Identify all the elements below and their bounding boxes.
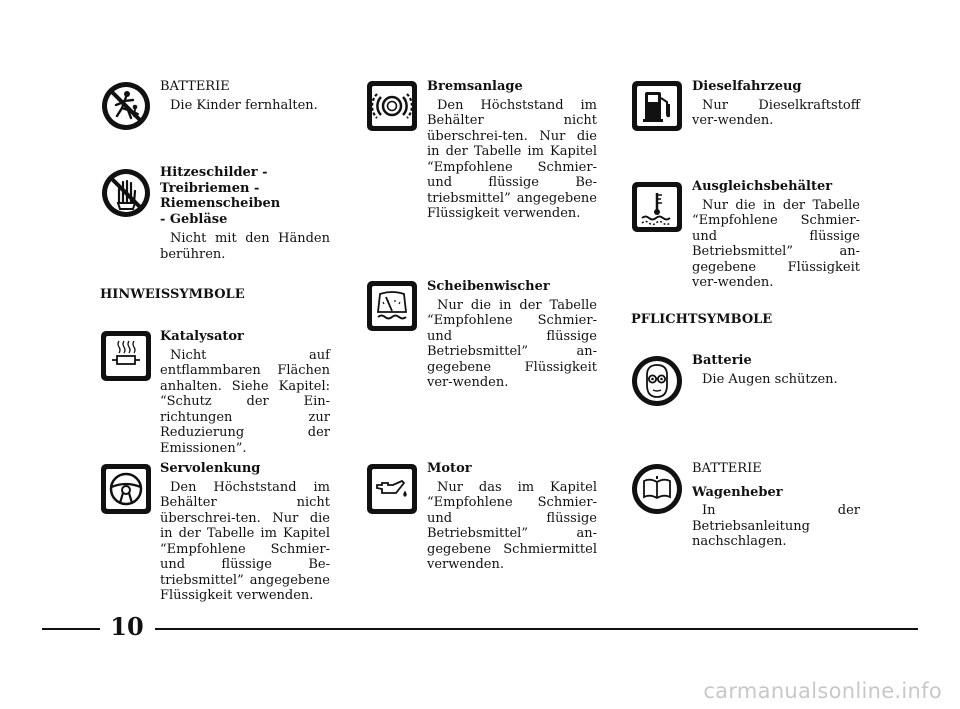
no-hands-icon	[100, 167, 152, 219]
oil-can-icon	[366, 463, 418, 515]
fuel-pump-icon	[631, 80, 683, 132]
entry-body: Nicht mit den Händen berühren.	[160, 231, 330, 262]
brake-icon	[366, 80, 418, 132]
catalytic-converter-icon	[100, 330, 152, 382]
entry-body: Nur Dieselkraftstoff ver-wenden.	[692, 97, 860, 128]
entry-subtitle: Wagenheber	[692, 484, 783, 500]
page-number: 10	[110, 612, 144, 641]
entry-title: Dieselfahrzeug	[692, 79, 802, 94]
entry-title: Batterie	[692, 353, 752, 368]
entry-body: Die Kinder fernhalten.	[170, 97, 318, 113]
entry-body: Nur die in der Tabelle “Empfohlene Schmier- und flüssige Betriebsmittel” an-gegebene Flüssigkeit ver-wenden.	[692, 197, 860, 290]
manual-book-icon	[631, 463, 683, 515]
entry-title: Servolenkung	[160, 461, 261, 476]
washer-fluid-icon	[366, 280, 418, 332]
entry-body: Nur das im Kapitel “Empfohlene Schmier- und flüssige Betriebsmittel” an-gegebene Schmiermittel verwenden.	[427, 479, 597, 572]
entry-title: Ausgleichsbehälter	[692, 179, 833, 194]
entry-title: Bremsanlage	[427, 79, 523, 94]
keep-children-away-icon	[100, 80, 152, 132]
entry-title: Scheibenwischer	[427, 279, 550, 294]
footer-rule-left	[42, 628, 100, 630]
entry-body: Den Höchststand im Behälter nicht überschrei-ten. Nur die in der Tabelle im Kapitel “Empfohlene Schmier- und flüssige Be-triebsmittel” angegebene Flüssigkeit verwenden.	[427, 97, 597, 221]
eye-protection-icon	[631, 355, 683, 407]
entry-title: Motor	[427, 461, 472, 476]
section-heading-mandatory-symbols: PFLICHTSYMBOLE	[631, 312, 773, 327]
footer-rule-right	[155, 628, 918, 630]
entry-body: Den Höchststand im Behälter nicht überschrei-ten. Nur die in der Tabelle im Kapitel “Empfohlene Schmier- und flüssige Be-triebsmittel” angegebene Flüssigkeit verwenden.	[160, 479, 330, 603]
entry-body: In der Betriebsanleitung nachschlagen.	[692, 503, 860, 549]
entry-title: BATTERIE	[692, 461, 762, 476]
entry-body: Die Augen schützen.	[702, 371, 838, 387]
section-heading-notice-symbols: HINWEISSYMBOLE	[100, 287, 245, 302]
watermark: carmanualsonline.info	[703, 679, 942, 703]
entry-body: Nicht auf entflammbaren Flächen anhalten. Siehe Kapitel: “Schutz der Ein-richtungen zur Reduzierung der Emissionen”.	[160, 347, 330, 456]
entry-title: BATTERIE	[160, 79, 230, 94]
steering-wheel-icon	[100, 463, 152, 515]
entry-body: Nur die in der Tabelle “Empfohlene Schmier- und flüssige Betriebsmittel” an-gegebene Flüssigkeit ver-wenden.	[427, 297, 597, 390]
entry-title: Katalysator	[160, 329, 244, 344]
entry-title: Hitzeschilder - Treibriemen - Riemenscheiben - Gebläse	[160, 165, 281, 227]
coolant-icon	[631, 181, 683, 233]
